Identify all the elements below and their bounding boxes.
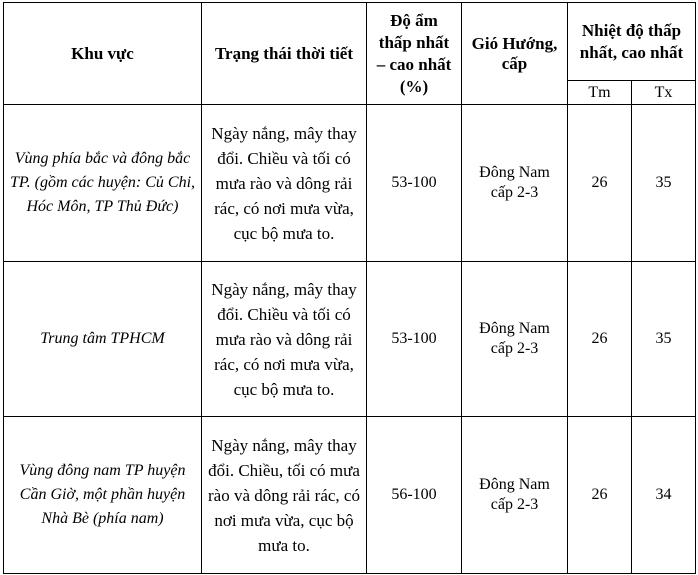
table-row: [4, 417, 696, 574]
tmin-cell: 26: [568, 105, 632, 262]
header-humidity: Độ ẩm thấp nhất – cao nhất (%): [367, 3, 462, 105]
weather-forecast-table: [3, 2, 696, 574]
region-cell: Vùng đông nam TP huyện Cần Giờ, một phần huyện Nhà Bè (phía nam): [4, 417, 202, 574]
header-wind: Gió Hướng, cấp: [462, 3, 568, 105]
humidity-cell: 53-100: [367, 262, 462, 417]
wind-cell: Đông Nam cấp 2-3: [462, 262, 568, 417]
tmin-cell: 26: [568, 417, 632, 574]
condition-cell: Ngày nắng, mây thay đổi. Chiều và tối có mưa rào và dông rải rác, có nơi mưa vừa, cục bộ mưa to.: [202, 105, 367, 262]
header-tmax: Tx: [632, 81, 696, 105]
tmax-cell: 35: [632, 262, 696, 417]
header-temperature: Nhiệt độ thấp nhất, cao nhất: [568, 3, 696, 81]
header-tmin: Tm: [568, 81, 632, 105]
header-region: Khu vực: [4, 3, 202, 105]
wind-cell: Đông Nam cấp 2-3: [462, 417, 568, 574]
region-cell: Vùng phía bắc và đông bắc TP. (gồm các huyện: Củ Chi, Hóc Môn, TP Thủ Đức): [4, 105, 202, 262]
table-row: [4, 105, 696, 262]
humidity-cell: 53-100: [367, 105, 462, 262]
header-row: [4, 3, 696, 81]
condition-cell: Ngày nắng, mây thay đổi. Chiều và tối có mưa rào và dông rải rác, có nơi mưa vừa, cục bộ mưa to.: [202, 262, 367, 417]
table-row: [4, 262, 696, 417]
tmin-cell: 26: [568, 262, 632, 417]
tmax-cell: 34: [632, 417, 696, 574]
header-condition: Trạng thái thời tiết: [202, 3, 367, 105]
region-cell: Trung tâm TPHCM: [4, 262, 202, 417]
condition-cell: Ngày nắng, mây thay đổi. Chiều, tối có mưa rào và dông rải rác, có nơi mưa vừa, cục bộ mưa to.: [202, 417, 367, 574]
wind-cell: Đông Nam cấp 2-3: [462, 105, 568, 262]
tmax-cell: 35: [632, 105, 696, 262]
humidity-cell: 56-100: [367, 417, 462, 574]
